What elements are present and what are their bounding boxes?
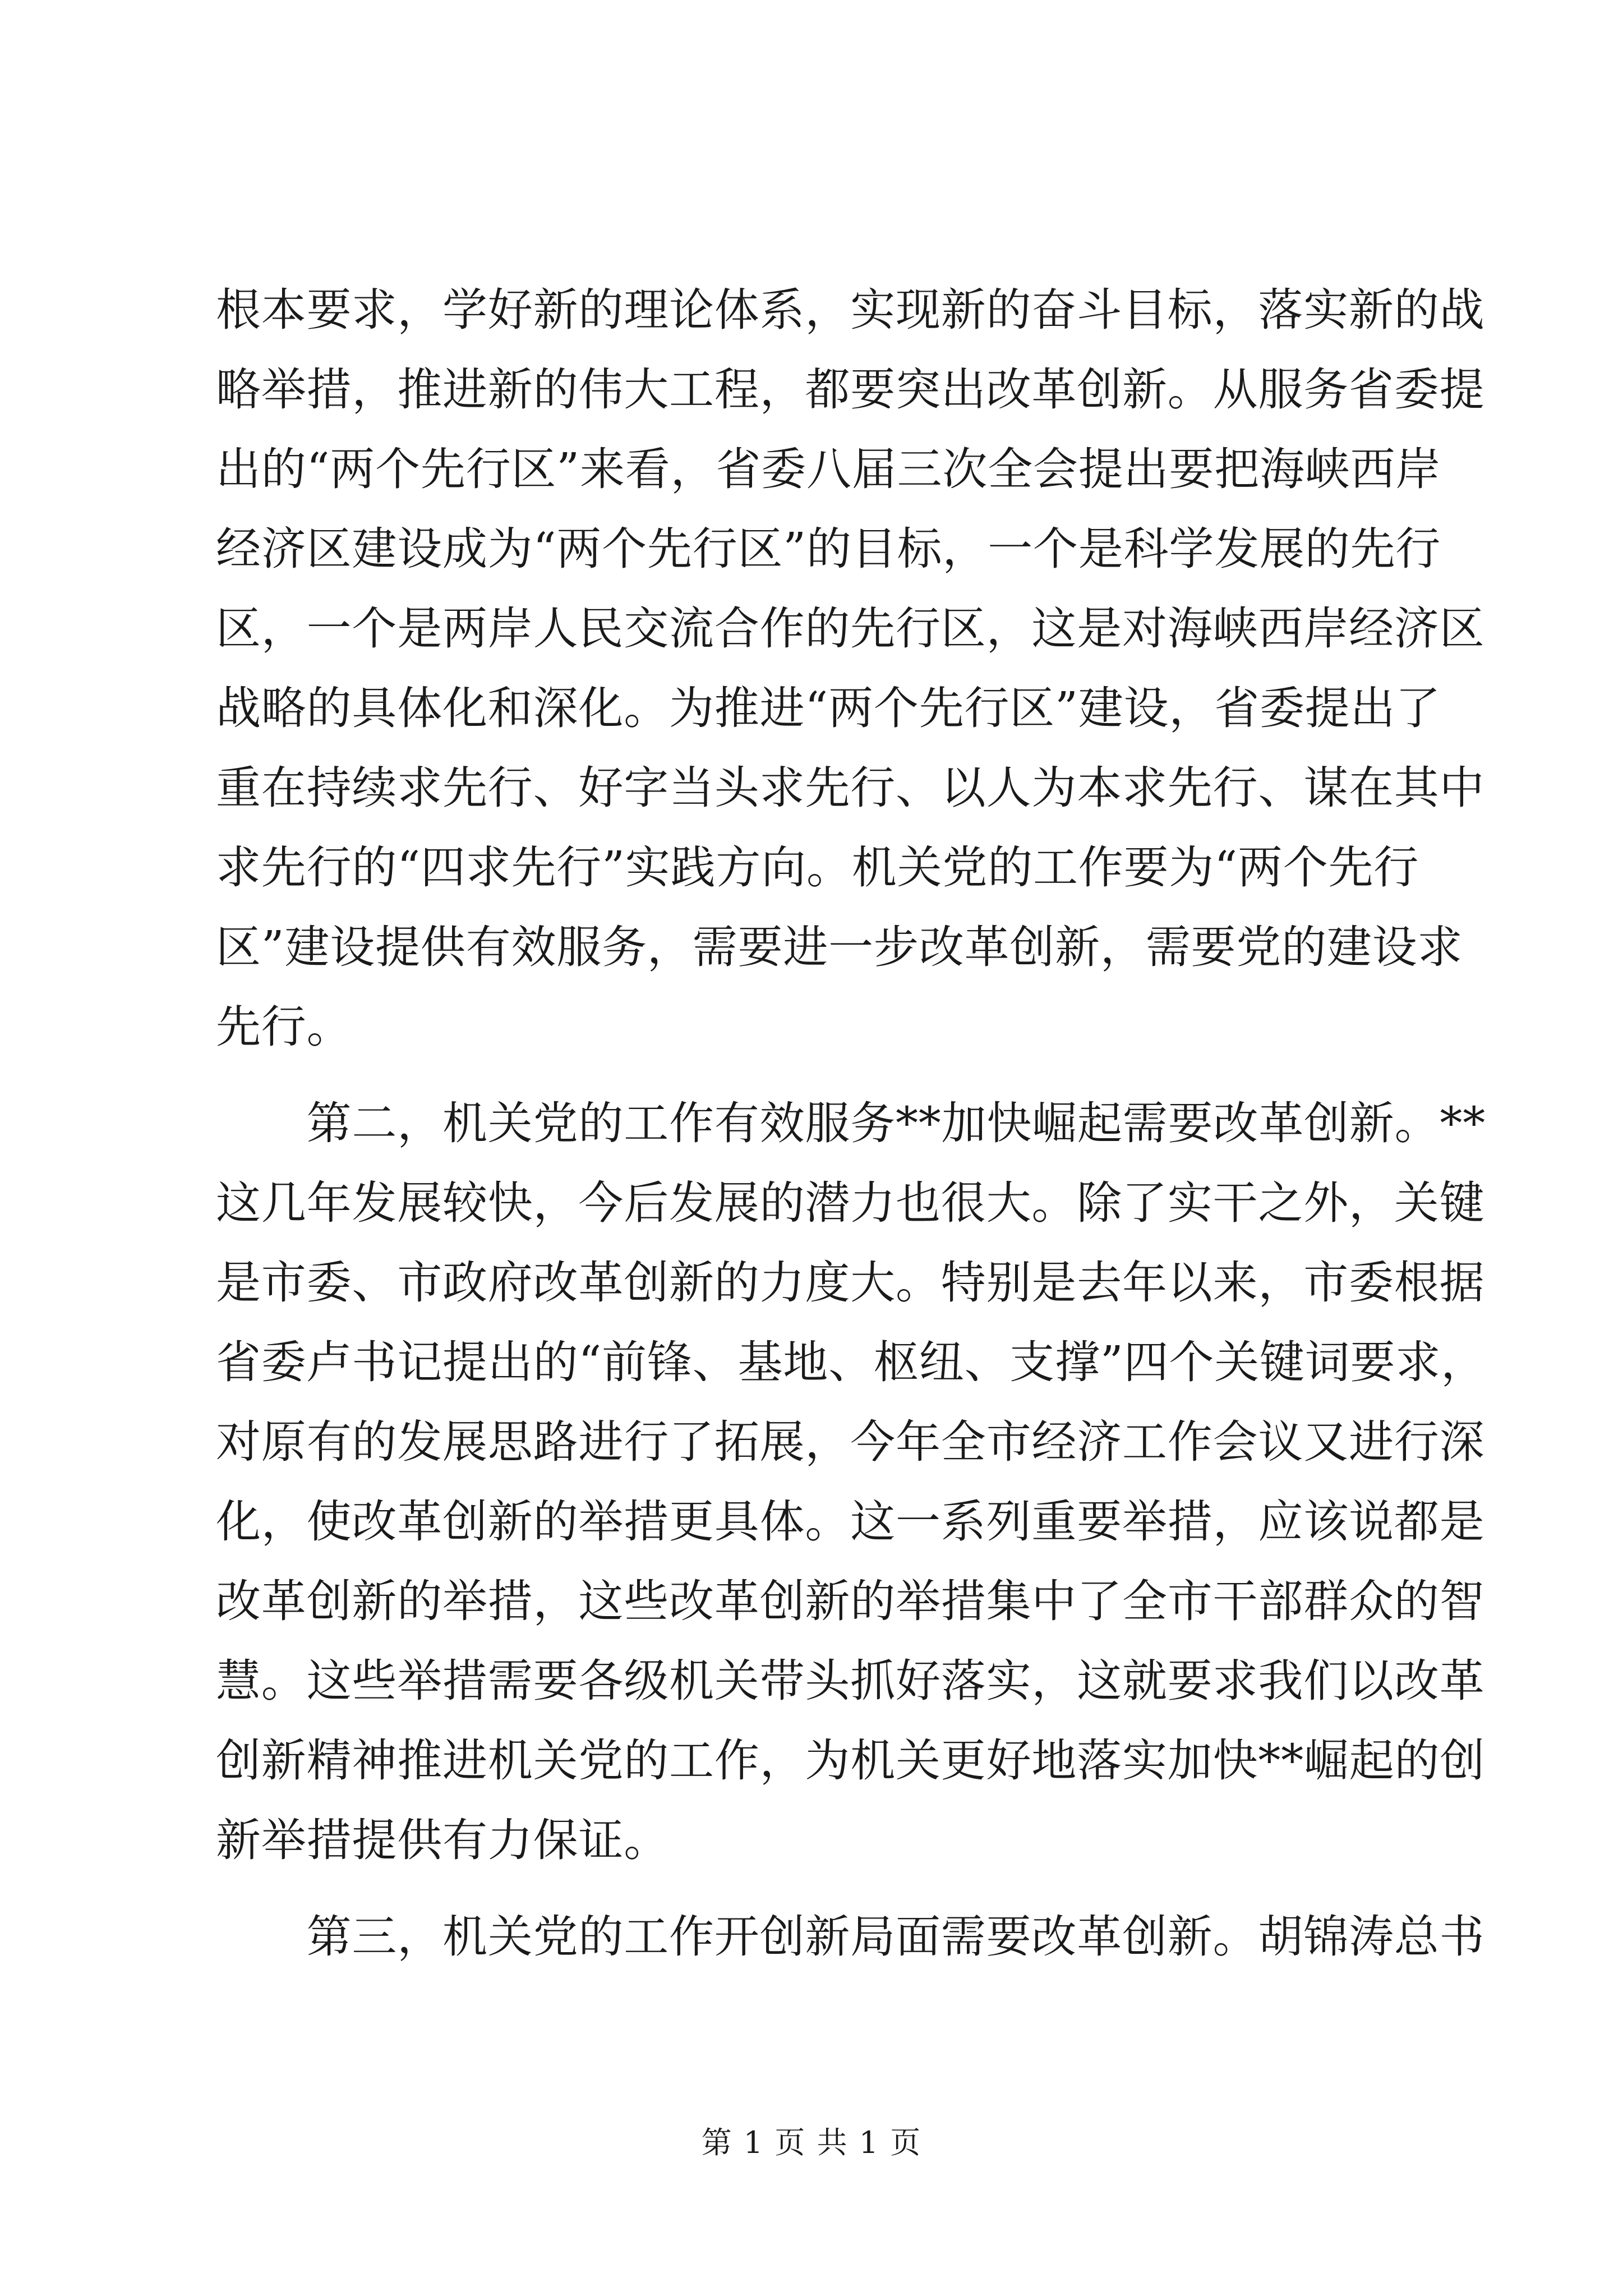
paragraph: [216, 1897, 1485, 1977]
text-line: 慧。这些举措需要各级机关带头抓好落实，这就要求我们以改革: [216, 1655, 1485, 1707]
paragraph: [216, 270, 1485, 1067]
text-line: 创新精神推进机关党的工作，为机关更好地落实加快**崛起的创: [216, 1734, 1486, 1787]
text-line: 是市委、市政府改革创新的力度大。特别是去年以来，市委根据: [216, 1257, 1485, 1309]
text-line: 根本要求，学好新的理论体系，实现新的奋斗目标，落实新的战: [216, 284, 1485, 336]
document-body: [216, 270, 1486, 1977]
text-line: 化，使改革创新的举措更具体。这一系列重要举措，应该说都是: [216, 1496, 1485, 1548]
text-line: 经济区建设成为“两个先行区”的目标，一个是科学发展的先行: [216, 523, 1441, 575]
text-line: 区，一个是两岸人民交流合作的先行区，这是对海峡西岸经济区: [216, 602, 1485, 655]
text-line: 重在持续求先行、好字当头求先行、以人为本求先行、谋在其中: [216, 762, 1485, 814]
paragraph: [216, 1084, 1486, 1880]
text-line: 略举措，推进新的伟大工程，都要突出改革创新。从服务省委提: [216, 364, 1485, 416]
page-footer: 第 1 页 共 1 页: [701, 2125, 922, 2160]
text-line: 这几年发展较快，今后发展的潜力也很大。除了实干之外，关键: [216, 1177, 1485, 1229]
text-line: 第二，机关党的工作有效服务**加快崛起需要改革创新。**: [216, 1097, 1486, 1149]
text-line: 第三，机关党的工作开创新局面需要改革创新。胡锦涛总书: [216, 1911, 1485, 1963]
text-line: 出的“两个先行区”来看，省委八届三次全会提出要把海峡西岸: [216, 443, 1441, 495]
text-line: 区”建设提供有效服务，需要进一步改革创新，需要党的建设求: [216, 921, 1463, 973]
paragraph-gap: [216, 1880, 1417, 1897]
text-line: 先行。: [216, 1001, 352, 1053]
text-line: 求先行的“四求先行”实践方向。机关党的工作要为“两个先行: [216, 841, 1419, 894]
text-line: 战略的具体化和深化。为推进“两个先行区”建设，省委提出了: [216, 682, 1441, 734]
text-line: 对原有的发展思路进行了拓展，今年全市经济工作会议又进行深: [216, 1416, 1485, 1468]
text-line: 改革创新的举措，这些改革创新的举措集中了全市干部群众的智: [216, 1575, 1485, 1627]
text-line: 省委卢书记提出的“前锋、基地、枢纽、支撑”四个关键词要求，: [216, 1336, 1486, 1388]
text-line: 新举措提供有力保证。: [216, 1814, 669, 1866]
paragraph-gap: [216, 1067, 1417, 1084]
